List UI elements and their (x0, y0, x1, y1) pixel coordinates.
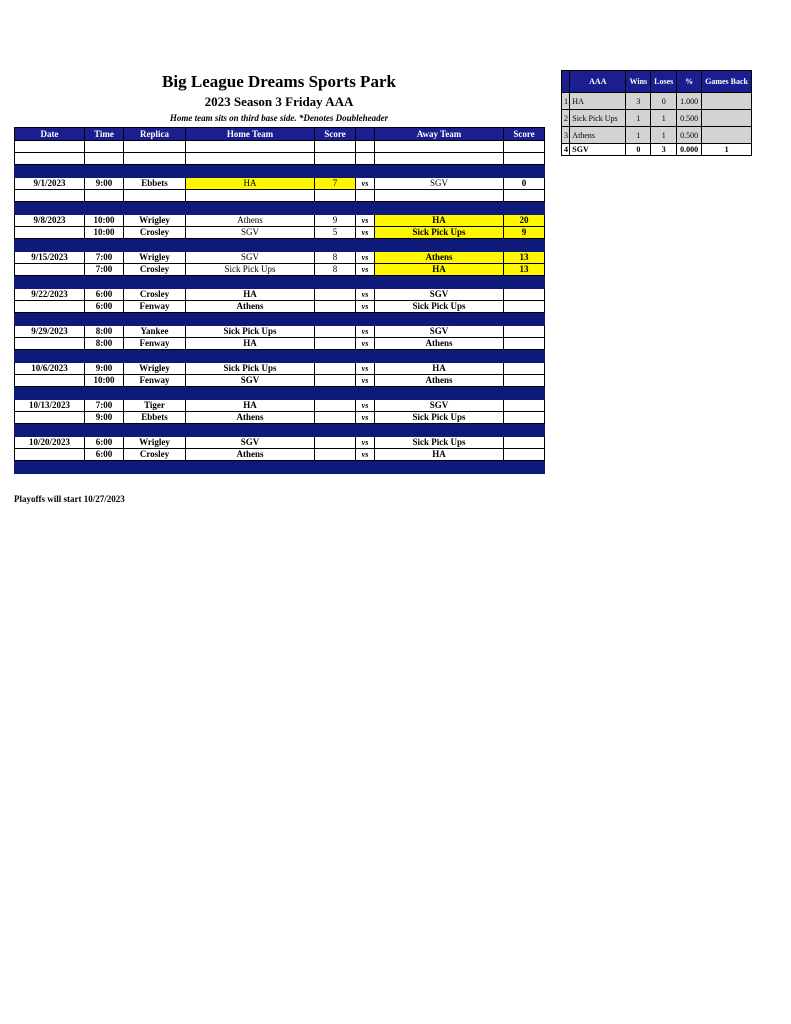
standings-team: Sick Pick Ups (570, 110, 626, 127)
away-score (504, 437, 545, 449)
away-score (504, 363, 545, 375)
game-time: 9:00 (85, 412, 124, 424)
game-date (15, 227, 85, 239)
game-field: Crosley (124, 264, 186, 276)
home-score (315, 338, 356, 350)
game-date: 9/29/2023 (15, 326, 85, 338)
empty-cell (15, 141, 85, 153)
away-score: 20 (504, 215, 545, 227)
away-team: Athens (375, 338, 504, 350)
game-date (15, 412, 85, 424)
game-date: 9/8/2023 (15, 215, 85, 227)
game-time: 10:00 (85, 227, 124, 239)
home-team: SGV (186, 227, 315, 239)
schedule-header-row (15, 128, 545, 141)
home-score: 8 (315, 264, 356, 276)
game-row (15, 252, 545, 264)
home-score: 9 (315, 215, 356, 227)
vs-label: vs (356, 400, 375, 412)
standings-rank: 4 (562, 144, 570, 156)
away-score (504, 289, 545, 301)
standings-col-division: AAA (570, 71, 626, 93)
home-team: Athens (186, 449, 315, 461)
standings-games-back (702, 110, 752, 127)
home-team: Athens (186, 301, 315, 313)
week-separator (15, 202, 545, 215)
game-row (15, 437, 545, 449)
empty-cell (504, 141, 545, 153)
standings-losses: 0 (651, 93, 677, 110)
away-score (504, 449, 545, 461)
vs-label: vs (356, 363, 375, 375)
game-row (15, 289, 545, 301)
vs-label: vs (356, 338, 375, 350)
game-time: 6:00 (85, 437, 124, 449)
game-field: Wrigley (124, 215, 186, 227)
game-row (15, 264, 545, 276)
home-team: Sick Pick Ups (186, 363, 315, 375)
away-team: SGV (375, 326, 504, 338)
away-score (504, 412, 545, 424)
vs-label: vs (356, 289, 375, 301)
home-team: Athens (186, 215, 315, 227)
home-team: SGV (186, 252, 315, 264)
standings-wins: 3 (626, 93, 651, 110)
game-time: 8:00 (85, 338, 124, 350)
empty-cell (15, 190, 85, 202)
col-header-time: Time (85, 128, 124, 141)
home-team: Sick Pick Ups (186, 326, 315, 338)
standings-games-back (702, 93, 752, 110)
game-date (15, 375, 85, 387)
game-date: 10/20/2023 (15, 437, 85, 449)
away-score (504, 375, 545, 387)
game-time: 10:00 (85, 215, 124, 227)
game-row (15, 449, 545, 461)
separator-cell (15, 239, 545, 252)
empty-cell (85, 141, 124, 153)
empty-cell (375, 141, 504, 153)
game-field: Wrigley (124, 363, 186, 375)
game-time: 6:00 (85, 449, 124, 461)
home-team: SGV (186, 375, 315, 387)
page-subtitle: 2023 Season 3 Friday AAA (204, 94, 354, 109)
home-score: 8 (315, 252, 356, 264)
away-team: Sick Pick Ups (375, 301, 504, 313)
standings-wins: 1 (626, 127, 651, 144)
game-date: 9/22/2023 (15, 289, 85, 301)
standings-col-rank (562, 71, 570, 93)
empty-row (15, 141, 545, 153)
standings-losses: 1 (651, 127, 677, 144)
away-team: Athens (375, 252, 504, 264)
game-field: Fenway (124, 375, 186, 387)
empty-cell (356, 153, 375, 165)
standings-col-games-back: Games Back (702, 71, 752, 93)
vs-label: vs (356, 437, 375, 449)
game-field: Crosley (124, 289, 186, 301)
game-field: Wrigley (124, 252, 186, 264)
game-row (15, 215, 545, 227)
home-team: HA (186, 178, 315, 190)
game-row (15, 400, 545, 412)
schedule-table (14, 127, 545, 474)
away-team: HA (375, 264, 504, 276)
standings-pct: 0.500 (677, 110, 702, 127)
game-time: 9:00 (85, 178, 124, 190)
home-team: Athens (186, 412, 315, 424)
separator-cell (15, 165, 545, 178)
home-score (315, 326, 356, 338)
page-note: Home team sits on third base side. *Denotes Doubleheader (169, 113, 389, 123)
game-time: 10:00 (85, 375, 124, 387)
standings-rank: 2 (562, 110, 570, 127)
away-score: 0 (504, 178, 545, 190)
game-row (15, 338, 545, 350)
empty-cell (315, 153, 356, 165)
away-team: SGV (375, 289, 504, 301)
empty-cell (124, 141, 186, 153)
standings-body (562, 93, 752, 156)
vs-label: vs (356, 326, 375, 338)
home-score (315, 400, 356, 412)
empty-cell (356, 190, 375, 202)
empty-cell (124, 153, 186, 165)
game-row (15, 375, 545, 387)
vs-label: vs (356, 227, 375, 239)
game-field: Fenway (124, 338, 186, 350)
standings-losses: 3 (651, 144, 677, 156)
game-field: Crosley (124, 449, 186, 461)
standings-header-row (562, 71, 752, 93)
separator-cell (15, 313, 545, 326)
home-team: Sick Pick Ups (186, 264, 315, 276)
standings-col-wins: Wins (626, 71, 651, 93)
home-score: 5 (315, 227, 356, 239)
game-field: Ebbets (124, 412, 186, 424)
game-field: Ebbets (124, 178, 186, 190)
empty-cell (315, 141, 356, 153)
vs-label: vs (356, 252, 375, 264)
away-team: SGV (375, 178, 504, 190)
separator-cell (15, 276, 545, 289)
separator-cell (15, 202, 545, 215)
away-score (504, 338, 545, 350)
game-date (15, 449, 85, 461)
standings-row (562, 127, 752, 144)
standings-pct: 1.000 (677, 93, 702, 110)
standings-team: Athens (570, 127, 626, 144)
game-time: 7:00 (85, 264, 124, 276)
standings-team: HA (570, 93, 626, 110)
standings-row (562, 93, 752, 110)
empty-row (15, 153, 545, 165)
col-header-home-team: Home Team (186, 128, 315, 141)
away-team: Sick Pick Ups (375, 437, 504, 449)
standings-games-back (702, 127, 752, 144)
game-date: 9/1/2023 (15, 178, 85, 190)
away-score: 13 (504, 264, 545, 276)
col-header-away-team: Away Team (375, 128, 504, 141)
empty-cell (375, 190, 504, 202)
game-field: Wrigley (124, 437, 186, 449)
separator-cell (15, 424, 545, 437)
standings-col-loses: Loses (651, 71, 677, 93)
empty-cell (504, 190, 545, 202)
playoffs-note: Playoffs will start 10/27/2023 (14, 494, 125, 504)
vs-label: vs (356, 412, 375, 424)
standings-team: SGV (570, 144, 626, 156)
empty-cell (356, 141, 375, 153)
standings-games-back: 1 (702, 144, 752, 156)
week-separator (15, 461, 545, 474)
standings-rank: 3 (562, 127, 570, 144)
empty-row (15, 190, 545, 202)
empty-cell (186, 190, 315, 202)
home-team: HA (186, 400, 315, 412)
away-team: HA (375, 449, 504, 461)
standings-pct: 0.000 (677, 144, 702, 156)
home-team: HA (186, 289, 315, 301)
game-time: 7:00 (85, 400, 124, 412)
vs-label: vs (356, 375, 375, 387)
game-row (15, 227, 545, 239)
game-time: 9:00 (85, 363, 124, 375)
vs-label: vs (356, 449, 375, 461)
game-date (15, 301, 85, 313)
empty-cell (186, 153, 315, 165)
week-separator (15, 387, 545, 400)
game-date: 9/15/2023 (15, 252, 85, 264)
empty-cell (124, 190, 186, 202)
away-score (504, 326, 545, 338)
game-date (15, 264, 85, 276)
game-time: 6:00 (85, 289, 124, 301)
col-header-home-score: Score (315, 128, 356, 141)
home-score (315, 437, 356, 449)
standings-col-pct: % (677, 71, 702, 93)
game-field: Fenway (124, 301, 186, 313)
week-separator (15, 313, 545, 326)
away-score: 9 (504, 227, 545, 239)
home-score (315, 449, 356, 461)
vs-label: vs (356, 178, 375, 190)
week-separator (15, 350, 545, 363)
standings-table (561, 70, 752, 156)
game-field: Crosley (124, 227, 186, 239)
game-row (15, 363, 545, 375)
game-time: 7:00 (85, 252, 124, 264)
game-row (15, 326, 545, 338)
home-score: 7 (315, 178, 356, 190)
vs-label: vs (356, 301, 375, 313)
game-field: Tiger (124, 400, 186, 412)
week-separator (15, 165, 545, 178)
standings-losses: 1 (651, 110, 677, 127)
away-team: Sick Pick Ups (375, 227, 504, 239)
col-header-replica: Replica (124, 128, 186, 141)
game-row (15, 301, 545, 313)
home-score (315, 363, 356, 375)
away-team: HA (375, 363, 504, 375)
separator-cell (15, 387, 545, 400)
vs-label: vs (356, 264, 375, 276)
standings-pct: 0.500 (677, 127, 702, 144)
col-header-date: Date (15, 128, 85, 141)
away-team: SGV (375, 400, 504, 412)
game-row (15, 412, 545, 424)
home-score (315, 301, 356, 313)
empty-cell (186, 141, 315, 153)
game-time: 8:00 (85, 326, 124, 338)
game-row (15, 178, 545, 190)
empty-cell (315, 190, 356, 202)
week-separator (15, 276, 545, 289)
home-score (315, 375, 356, 387)
col-header-vs (356, 128, 375, 141)
away-score (504, 301, 545, 313)
game-date: 10/6/2023 (15, 363, 85, 375)
away-team: Sick Pick Ups (375, 412, 504, 424)
standings-row (562, 110, 752, 127)
vs-label: vs (356, 215, 375, 227)
home-team: SGV (186, 437, 315, 449)
standings-row (562, 144, 752, 156)
home-score (315, 412, 356, 424)
home-score (315, 289, 356, 301)
standings-rank: 1 (562, 93, 570, 110)
game-date (15, 338, 85, 350)
away-score (504, 400, 545, 412)
empty-cell (85, 190, 124, 202)
away-score: 13 (504, 252, 545, 264)
week-separator (15, 424, 545, 437)
home-team: HA (186, 338, 315, 350)
col-header-away-score: Score (504, 128, 545, 141)
empty-cell (15, 153, 85, 165)
page-title: Big League Dreams Sports Park (162, 72, 396, 91)
week-separator (15, 239, 545, 252)
game-field: Yankee (124, 326, 186, 338)
schedule-body (15, 141, 545, 474)
empty-cell (375, 153, 504, 165)
empty-cell (85, 153, 124, 165)
away-team: Athens (375, 375, 504, 387)
game-time: 6:00 (85, 301, 124, 313)
empty-cell (504, 153, 545, 165)
standings-wins: 1 (626, 110, 651, 127)
away-team: HA (375, 215, 504, 227)
separator-cell (15, 461, 545, 474)
standings-wins: 0 (626, 144, 651, 156)
separator-cell (15, 350, 545, 363)
game-date: 10/13/2023 (15, 400, 85, 412)
